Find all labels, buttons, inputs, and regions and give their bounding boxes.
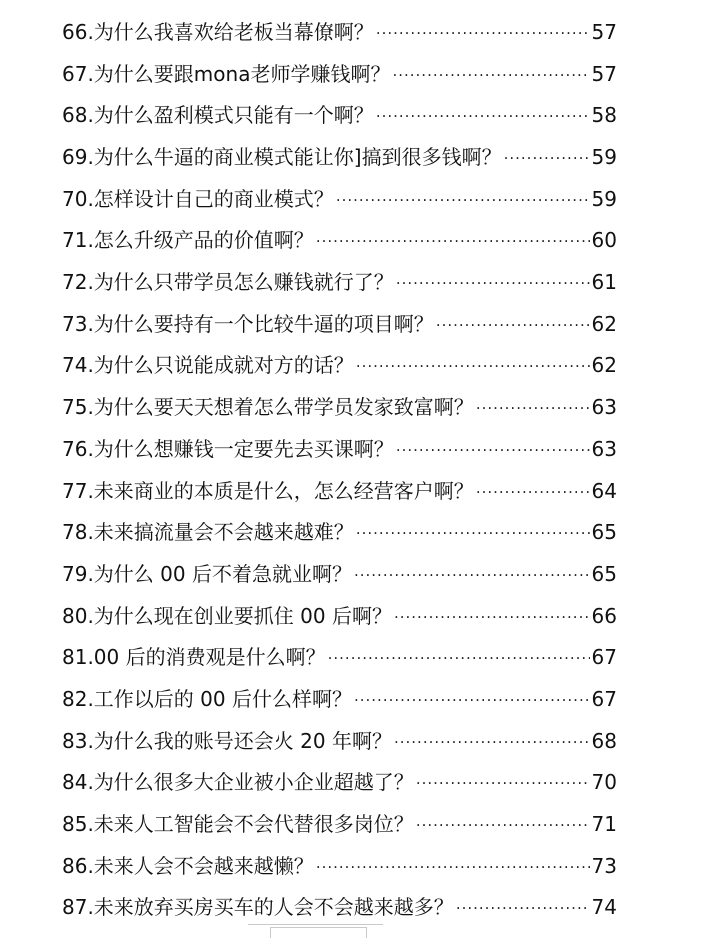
toc-entry-page-number: 57: [591, 61, 617, 86]
toc-dot-leader: [396, 426, 590, 468]
toc-dot-leader: [354, 551, 590, 593]
toc-entry[interactable]: [62, 262, 617, 304]
toc-entry[interactable]: [62, 637, 617, 679]
toc-entry-title: 83.为什么我的账号还会火 20 年啊？: [62, 728, 392, 753]
toc-entry-title: 87.未来放弃买房买车的人会不会越来越多？: [62, 895, 454, 920]
toc-entry-page-number: 67: [591, 645, 617, 670]
toc-entry-page-number: 63: [591, 395, 617, 420]
toc-entry[interactable]: [62, 429, 617, 471]
toc-dot-leader: [416, 801, 590, 843]
toc-entry-page-number: 73: [591, 853, 617, 878]
toc-entry-page-number: 59: [591, 186, 617, 211]
toc-dot-leader: [328, 634, 590, 676]
toc-entry[interactable]: [62, 95, 617, 137]
toc-dot-leader: [456, 884, 590, 926]
toc-entry[interactable]: [62, 346, 617, 388]
toc-entry-page-number: 70: [591, 770, 617, 795]
toc-entry-page-number: 60: [591, 228, 617, 253]
toc-entry-title: 76.为什么想赚钱一定要先去买课啊？: [62, 436, 394, 461]
toc-entry-page-number: 58: [591, 103, 617, 128]
toc-entry[interactable]: [62, 846, 617, 888]
toc-dot-leader: [376, 92, 590, 134]
toc-dot-leader: [476, 468, 590, 510]
toc-entry-page-number: 64: [591, 478, 617, 503]
toc-entry-title: 78.未来搞流量会不会越来越难？: [62, 520, 354, 545]
toc-entry-page-number: 62: [591, 353, 617, 378]
toc-dot-leader: [436, 301, 590, 343]
toc-entry-title: 73.为什么要持有一个比较牛逼的项目啊？: [62, 311, 434, 336]
toc-entry[interactable]: [62, 471, 617, 513]
toc-entry[interactable]: [62, 387, 617, 429]
toc-entry-page-number: 68: [591, 728, 617, 753]
toc-entry-page-number: 59: [591, 145, 617, 170]
toc-dot-leader: [376, 9, 590, 51]
toc-entry-title: 75.为什么要天天想着怎么带学员发家致富啊？: [62, 395, 474, 420]
toc-entry[interactable]: [62, 762, 617, 804]
toc-entry[interactable]: [62, 887, 617, 929]
toc-entry-page-number: 66: [591, 603, 617, 628]
toc-dot-leader: [476, 384, 590, 426]
toc-entry-title: 68.为什么盈利模式只能有一个啊？: [62, 103, 374, 128]
toc-dot-leader: [504, 134, 590, 176]
toc-entry[interactable]: [62, 804, 617, 846]
toc-entry[interactable]: [62, 512, 617, 554]
toc-entry-page-number: 62: [591, 311, 617, 336]
toc-entry-title: 85.未来人工智能会不会代替很多岗位？: [62, 812, 414, 837]
toc-entry-page-number: 71: [591, 812, 617, 837]
page-navigator[interactable]: [248, 924, 383, 937]
table-of-contents: [62, 12, 617, 929]
toc-entry-title: 74.为什么只说能成就对方的话？: [62, 353, 354, 378]
toc-entry[interactable]: [62, 679, 617, 721]
toc-dot-leader: [336, 176, 590, 218]
toc-entry-title: 86.未来人会不会越来越懒？: [62, 853, 314, 878]
toc-entry[interactable]: [62, 554, 617, 596]
toc-dot-leader: [392, 51, 589, 93]
toc-dot-leader: [394, 718, 590, 760]
toc-dot-leader: [316, 217, 590, 259]
toc-dot-leader: [396, 259, 590, 301]
toc-dot-leader: [354, 676, 590, 718]
toc-entry[interactable]: [62, 12, 617, 54]
toc-entry-page-number: 57: [591, 19, 617, 44]
toc-entry-title: 79.为什么 00 后不着急就业啊？: [62, 561, 352, 586]
toc-entry-title: 82.工作以后的 00 后什么样啊？: [62, 686, 352, 711]
toc-entry[interactable]: [62, 220, 617, 262]
toc-entry-page-number: 65: [591, 561, 617, 586]
toc-entry-title: 69.为什么牛逼的商业模式能让你]搞到很多钱啊？: [62, 145, 502, 170]
toc-dot-leader: [316, 843, 590, 885]
toc-entry-title: 71.怎么升级产品的价值啊？: [62, 228, 314, 253]
toc-entry-page-number: 63: [591, 436, 617, 461]
toc-entry-page-number: 61: [591, 270, 617, 295]
toc-entry-title: 81.00 后的消费观是什么啊？: [62, 645, 326, 670]
toc-entry-title: 80.为什么现在创业要抓住 00 后啊？: [62, 603, 392, 628]
toc-entry[interactable]: [62, 721, 617, 763]
toc-entry-title: 72.为什么只带学员怎么赚钱就行了？: [62, 270, 394, 295]
toc-entry[interactable]: [62, 137, 617, 179]
toc-dot-leader: [394, 593, 590, 635]
toc-entry-title: 66.为什么我喜欢给老板当幕僚啊？: [62, 19, 374, 44]
toc-entry[interactable]: [62, 54, 617, 96]
toc-entry-title: 70.怎样设计自己的商业模式？: [62, 186, 334, 211]
toc-entry-title: 84.为什么很多大企业被小企业超越了？: [62, 770, 414, 795]
toc-dot-leader: [416, 759, 590, 801]
toc-entry-page-number: 65: [591, 520, 617, 545]
toc-entry[interactable]: [62, 596, 617, 638]
toc-entry-title: 77.未来商业的本质是什么，怎么经营客户啊？: [62, 478, 474, 503]
toc-entry-title: 67.为什么要跟mona老师学赚钱啊？: [62, 61, 391, 86]
toc-entry[interactable]: [62, 304, 617, 346]
toc-dot-leader: [356, 342, 590, 384]
toc-entry[interactable]: [62, 179, 617, 221]
toc-entry-page-number: 74: [591, 895, 617, 920]
toc-dot-leader: [356, 509, 590, 551]
toc-entry-page-number: 67: [591, 686, 617, 711]
